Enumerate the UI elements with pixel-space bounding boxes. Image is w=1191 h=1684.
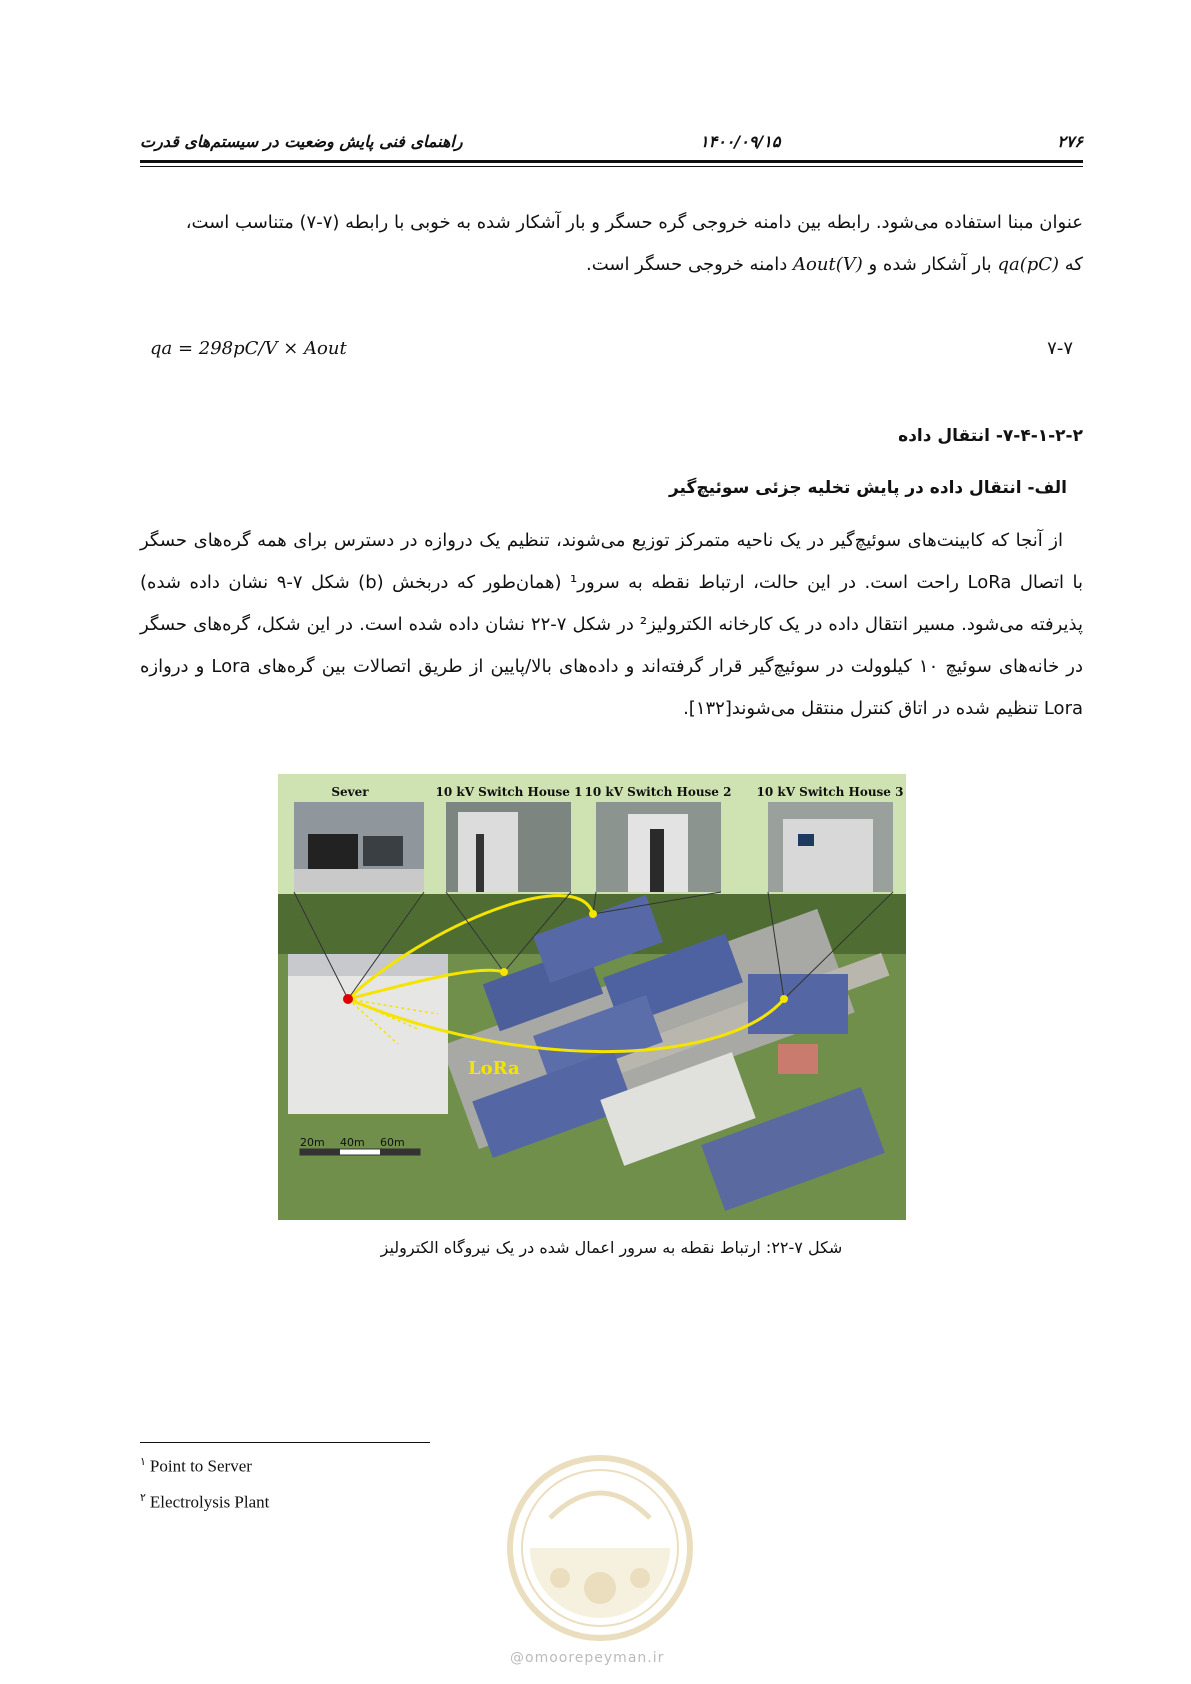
figure-label-house-1: 10 kV Switch House 1 [435, 785, 583, 799]
switch-house-2-node-icon [589, 910, 597, 918]
header-title: راهنمای فنی پایش وضعیت در سیستم‌های قدرت [140, 132, 463, 151]
figure-image [278, 774, 906, 1220]
body-paragraph: از آنجا که کابینت‌های سوئیچ‌گیر در یک ناحیه متمرکز توزیع می‌شوند، تنظیم یک دروازه در دسترس برای همه گره‌های حسگر با اتصال LoRa راحت است. در این حالت، ارتباط نقطه به سرور¹ (همان‌طور که دربخش (b) شکل ۷-۹ نشان داده شده) پذیرفته می‌شود. مسیر انتقال داده در یک کارخانه الکترولیز² در شکل ۷-۲۲ نشان داده شده است. در این شکل، گره‌های حسگر در خانه‌های سوئیچ ۱۰ کیلوولت در سوئیچ‌گیر قرار گرفته‌اند و داده‌های بالا/پایین از طریق اتصالات بین گره‌های Lora و دروازه Lora تنظیم شده در اتاق کنترل منتقل می‌شوند[۱۳۲]. [140, 530, 1084, 719]
figure-label-server: Sever [331, 785, 369, 799]
figure-label-house-2: 10 kV Switch House 2 [584, 785, 732, 799]
footnote-1 [140, 1455, 252, 1477]
intro-paragraph [140, 202, 1083, 286]
footnote-1-mark: ۱ [140, 1456, 146, 1468]
figure-label-house-3: 10 kV Switch House 3 [756, 785, 904, 799]
equation: qa = 298pC/V × Aout [150, 338, 347, 359]
lora-label: LoRa [468, 1058, 520, 1079]
page-number: ۲۷۶ [1057, 132, 1083, 151]
scale-label-60: 60m [380, 1136, 405, 1149]
plant-illustration [278, 774, 906, 1220]
footnote-2 [140, 1491, 269, 1513]
section-heading: ۷-۴-۱-۲-۲- انتقال داده [898, 426, 1083, 446]
switch-house-3-node-icon [780, 995, 788, 1003]
watermark-text: @omoorepeyman.ir [510, 1650, 665, 1666]
scale-label-20: 20m [300, 1136, 325, 1149]
subsection-heading: الف- انتقال داده در پایش تخلیه جزئی سوئیچ‌گیر [668, 478, 1067, 498]
qa-symbol: qa(pC) [997, 254, 1060, 275]
footnote-1-text: Point to Server [149, 1456, 252, 1476]
watermark-logo-icon [500, 1448, 700, 1668]
server-node-icon [343, 994, 353, 1004]
footnote-rule [140, 1442, 430, 1443]
footnote-2-text: Electrolysis Plant [149, 1492, 270, 1512]
switch-house-1-node-icon [500, 968, 508, 976]
equation-number: ۷-۷ [1047, 338, 1073, 359]
intro-line-2: که qa(pC) بار آشکار شده و Aout(V) دامنه خروجی حسگر است. [585, 254, 1083, 275]
header-rule-thin [140, 166, 1083, 167]
intro-line-1: عنوان مبنا استفاده می‌شود. رابطه بین دامنه خروجی گره حسگر و بار آشکار شده به خوبی با رابطه (۷-۷) متناسب است، [185, 212, 1083, 233]
header-date: ۱۴۰۰/۰۹/۱۵ [700, 132, 781, 151]
aout-symbol: Aout(V) [793, 254, 863, 275]
header-rule-thick [140, 160, 1083, 163]
scale-label-40: 40m [340, 1136, 365, 1149]
footnote-2-mark: ۲ [140, 1492, 146, 1504]
figure-caption: شکل ۷-۲۲: ارتباط نقطه به سرور اعمال شده در یک نیروگاه الکترولیز [380, 1238, 843, 1257]
